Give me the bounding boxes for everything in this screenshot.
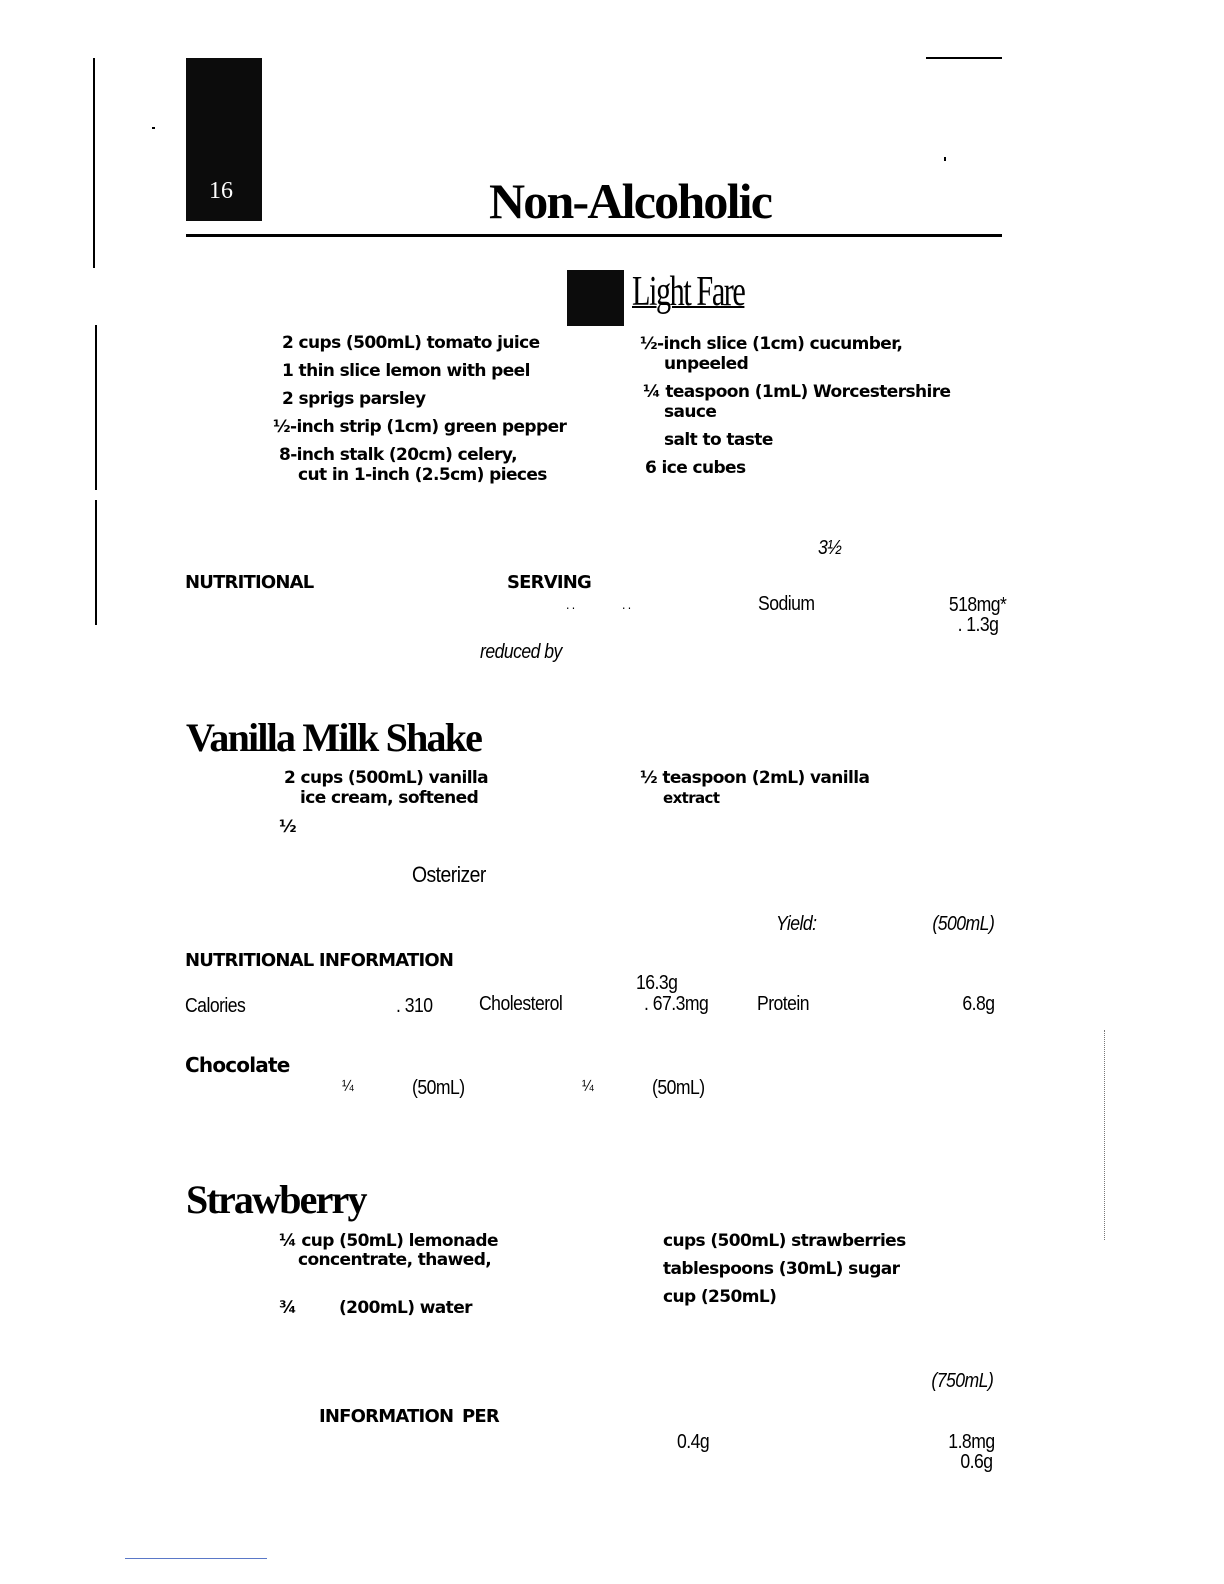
recipe2-title: Vanilla Milk Shake bbox=[186, 715, 482, 760]
recipe3-ingredient-right: cups (500mL) strawberries bbox=[663, 1231, 906, 1251]
recipe2-calories-label: Calories bbox=[185, 995, 246, 1017]
recipe2-fat-value: 16.3g bbox=[636, 972, 678, 994]
section-title: Non-Alcoholic bbox=[489, 173, 772, 229]
recipe3-value: 0.4g bbox=[677, 1431, 710, 1453]
recipe1-ingredient-right: salt to taste bbox=[664, 430, 773, 450]
recipe3-water-line: (200mL) water bbox=[339, 1298, 472, 1318]
recipe1-ingredient-right: sauce bbox=[664, 402, 717, 422]
recipe2-yield-amount: (500mL) bbox=[932, 913, 994, 935]
recipe1-ingredient-left: 8-inch stalk (20cm) celery, bbox=[279, 445, 517, 465]
scan-edge-line bbox=[95, 325, 97, 490]
scan-edge-line bbox=[93, 58, 95, 268]
page-number: 16 bbox=[209, 178, 233, 204]
recipe3-value: 0.6g bbox=[960, 1451, 993, 1473]
recipe2-ingredient-right: extract bbox=[663, 789, 720, 807]
recipe3-water-qty: ¾ bbox=[279, 1298, 296, 1318]
recipe2-protein-value: 6.8g bbox=[962, 993, 995, 1015]
recipe2-variation-measure: (50mL) bbox=[652, 1077, 705, 1099]
recipe1-second-value: . 1.3g bbox=[957, 614, 998, 636]
recipe3-per-label: PER bbox=[462, 1406, 499, 1427]
recipe2-ingredient-left: 2 cups (500mL) vanilla bbox=[284, 768, 489, 788]
light-fare-label: Light Fare bbox=[632, 269, 745, 315]
recipe2-nutrition-heading: NUTRITIONAL INFORMATION bbox=[185, 950, 454, 971]
recipe1-serving-label: SERVING bbox=[507, 572, 591, 593]
recipe2-calories-value: . 310 bbox=[396, 995, 433, 1017]
recipe2-protein-label: Protein bbox=[757, 993, 810, 1015]
recipe2-ingredient-right: ½ teaspoon (2mL) vanilla bbox=[640, 768, 870, 788]
recipe1-ingredient-right: 6 ice cubes bbox=[645, 458, 746, 478]
recipe1-ingredient-right: ½-inch slice (1cm) cucumber, bbox=[640, 334, 903, 354]
page-number-tab bbox=[186, 58, 262, 221]
recipe3-ingredient-left: concentrate, thawed, bbox=[298, 1250, 492, 1270]
recipe3-value: 1.8mg bbox=[948, 1431, 995, 1453]
recipe2-yield-label: Yield: bbox=[776, 913, 817, 935]
recipe1-sodium-label: Sodium bbox=[758, 593, 815, 615]
recipe1-ingredient-right: ¼ teaspoon (1mL) Worcestershire bbox=[643, 382, 951, 402]
recipe2-blender-text: Osterizer bbox=[412, 862, 486, 887]
light-fare-block bbox=[567, 270, 624, 326]
recipe3-ingredient-right: tablespoons (30mL) sugar bbox=[663, 1259, 900, 1279]
recipe1-ingredient-left: 1 thin slice lemon with peel bbox=[282, 361, 530, 381]
recipe1-footnote-fragment: reduced by bbox=[480, 641, 562, 663]
recipe1-ingredient-left: cut in 1-inch (2.5cm) pieces bbox=[298, 465, 547, 485]
recipe3-ingredient-right: cup (250mL) bbox=[663, 1287, 777, 1307]
recipe2-variation-measure: (50mL) bbox=[412, 1077, 465, 1099]
recipe2-ingredient-left: ice cream, softened bbox=[300, 788, 479, 808]
recipe1-ingredient-left: 2 cups (500mL) tomato juice bbox=[282, 333, 540, 353]
recipe1-yield-fragment: 3½ bbox=[818, 537, 842, 559]
top-right-rule bbox=[926, 57, 1002, 59]
recipe2-variation-qty: ¼ bbox=[342, 1078, 354, 1095]
recipe1-ingredient-left: ½-inch strip (1cm) green pepper bbox=[273, 417, 567, 437]
bottom-rule bbox=[125, 1558, 267, 1559]
recipe2-cholesterol-label: Cholesterol bbox=[479, 993, 563, 1015]
scan-speck bbox=[152, 127, 155, 129]
scan-edge-line bbox=[95, 500, 97, 625]
recipe2-cholesterol-value: . 67.3mg bbox=[644, 993, 709, 1015]
header-rule bbox=[186, 234, 1002, 237]
recipe1-dots: . . bbox=[566, 596, 575, 612]
recipe1-ingredient-left: 2 sprigs parsley bbox=[282, 389, 426, 409]
recipe2-half-fragment: ½ bbox=[279, 817, 296, 837]
recipe1-ingredient-right: unpeeled bbox=[664, 354, 749, 374]
recipe1-nutrition-label: NUTRITIONAL bbox=[185, 572, 314, 593]
recipe1-sodium-value: 518mg* bbox=[948, 594, 1006, 616]
recipe2-variation-qty: ¼ bbox=[582, 1078, 594, 1095]
recipe3-title: Strawberry bbox=[186, 1177, 366, 1222]
recipe3-yield-amount: (750mL) bbox=[931, 1370, 993, 1392]
scan-speck bbox=[944, 157, 946, 161]
recipe2-variation-title: Chocolate bbox=[185, 1053, 290, 1077]
recipe3-ingredient-left: ¼ cup (50mL) lemonade bbox=[279, 1231, 498, 1251]
recipe3-nutrition-fragment: INFORMATION bbox=[319, 1406, 454, 1427]
right-margin-noise bbox=[1104, 1030, 1115, 1240]
recipe1-dots: . . bbox=[622, 596, 631, 612]
